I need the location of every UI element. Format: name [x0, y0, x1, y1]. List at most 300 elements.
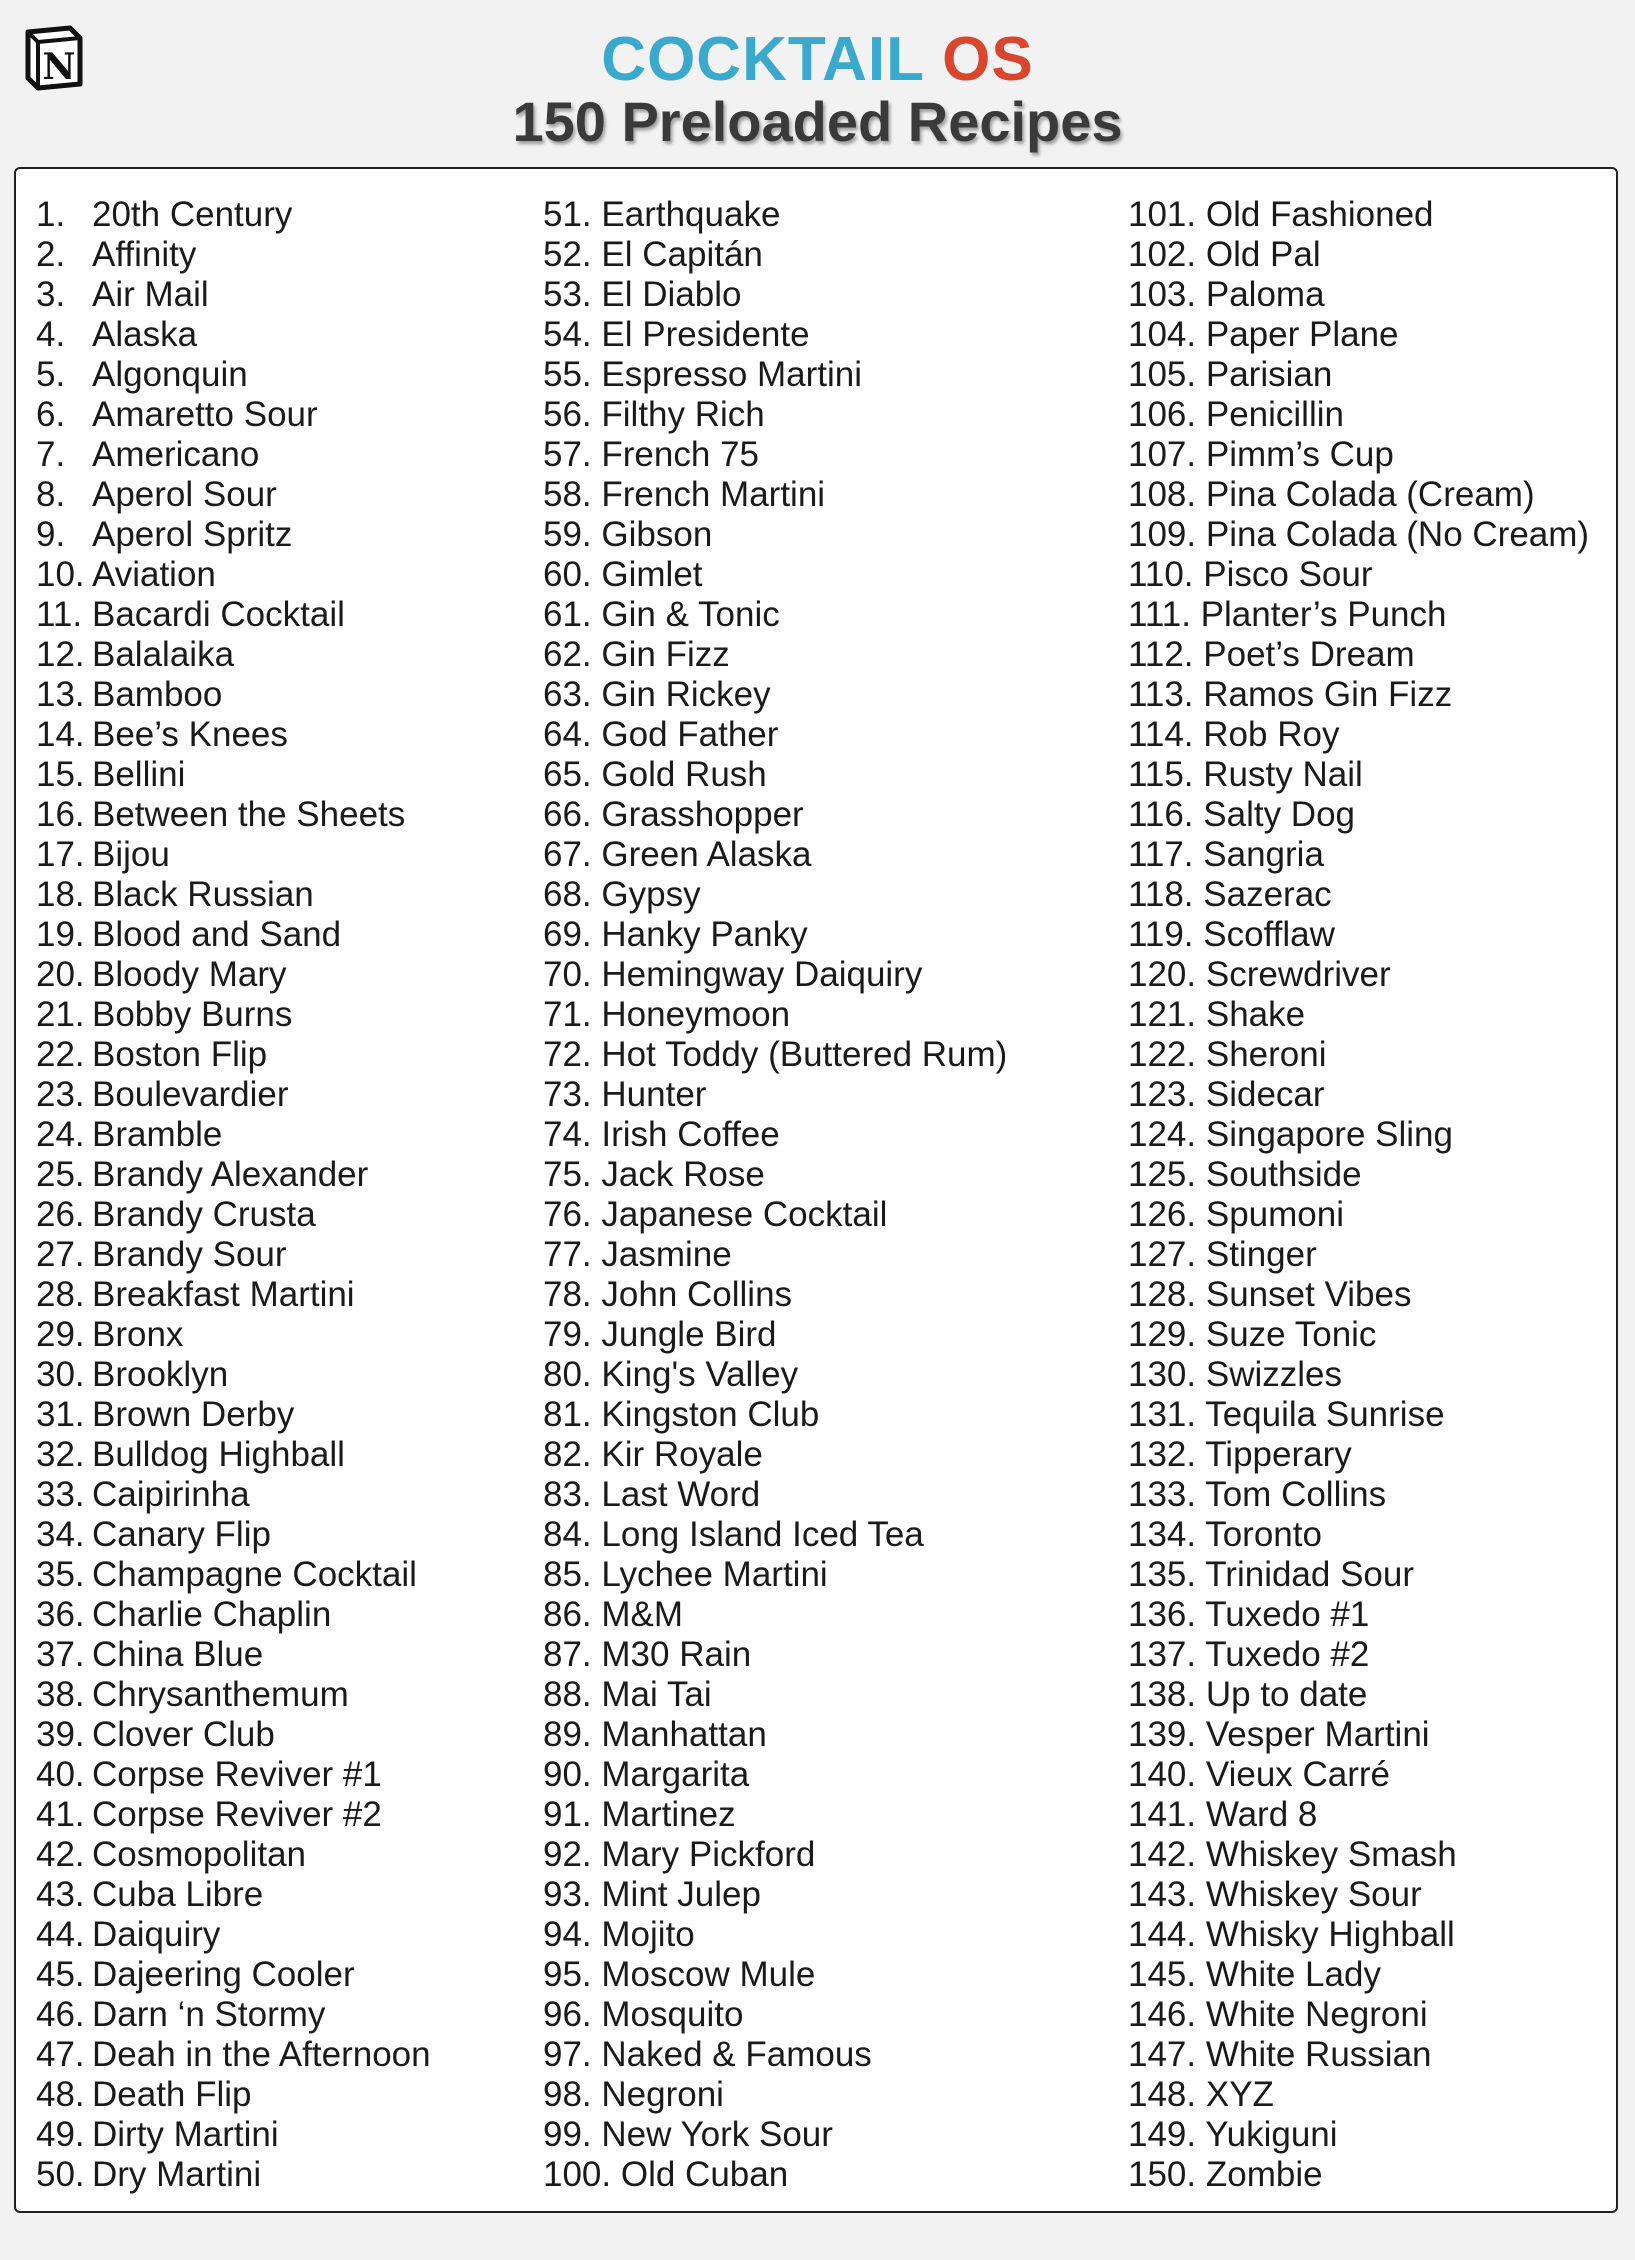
recipe-item: [36, 315, 431, 355]
recipe-name: Brooklyn: [92, 1355, 229, 1394]
recipe-item: [36, 1195, 431, 1235]
recipe-item: [1128, 715, 1589, 755]
recipe-number: 52.: [543, 235, 592, 274]
recipe-name: Whisky Highball: [1205, 1915, 1455, 1954]
recipe-number: 132.: [1128, 1435, 1197, 1474]
recipe-name: Vesper Martini: [1205, 1715, 1430, 1754]
recipe-item: [1128, 395, 1589, 435]
recipe-name: Mint Julep: [601, 1875, 761, 1914]
recipe-item: [36, 1915, 431, 1955]
recipe-name: Margarita: [601, 1755, 750, 1794]
recipe-item: [543, 635, 1007, 675]
recipe-item: [543, 1835, 1007, 1875]
recipe-name: Gold Rush: [601, 755, 767, 794]
recipe-name: Tuxedo #2: [1205, 1635, 1370, 1674]
recipe-item: [1128, 435, 1589, 475]
recipe-item: [1128, 1995, 1589, 2035]
recipe-name: Yukiguni: [1205, 2115, 1338, 2154]
recipe-item: [36, 755, 431, 795]
recipe-name: Suze Tonic: [1205, 1315, 1377, 1354]
recipe-number: 142.: [1128, 1835, 1197, 1874]
recipe-item: [36, 1115, 431, 1155]
recipe-number: 133.: [1128, 1475, 1197, 1514]
recipe-item: [543, 555, 1007, 595]
recipe-name: Tipperary: [1205, 1435, 1352, 1474]
recipe-name: Ward 8: [1205, 1795, 1318, 1834]
page-header: [0, 25, 1635, 153]
recipe-name: Last Word: [601, 1475, 761, 1514]
recipe-number: 39.: [36, 1715, 85, 1754]
recipe-number: 120.: [1128, 955, 1197, 994]
recipe-number: 77.: [543, 1235, 592, 1274]
recipe-item: [543, 1515, 1007, 1555]
recipe-item: [36, 1035, 431, 1075]
recipe-item: [543, 1555, 1007, 1595]
recipe-item: [543, 1155, 1007, 1195]
title-part-os: OS: [942, 25, 1034, 94]
recipe-item: [543, 1595, 1007, 1635]
recipe-name: Spumoni: [1205, 1195, 1344, 1234]
recipe-name: Aviation: [92, 555, 216, 594]
recipe-name: Breakfast Martini: [92, 1275, 355, 1314]
recipe-name: Southside: [1205, 1155, 1362, 1194]
recipe-item: [36, 195, 431, 235]
recipe-number: 4.: [36, 315, 66, 354]
recipe-number: 80.: [543, 1355, 592, 1394]
recipe-item: [36, 1275, 431, 1315]
recipe-name: Japanese Cocktail: [601, 1195, 888, 1234]
recipe-name: M&M: [601, 1595, 684, 1634]
recipe-number: 127.: [1128, 1235, 1197, 1274]
recipe-number: 60.: [543, 555, 592, 594]
recipe-name: Tequila Sunrise: [1205, 1395, 1445, 1434]
recipe-item: [1128, 1875, 1589, 1915]
recipe-name: Sangria: [1203, 835, 1324, 874]
recipe-number: 55.: [543, 355, 592, 394]
recipe-name: White Negroni: [1205, 1995, 1428, 2034]
recipe-number: 49.: [36, 2115, 85, 2154]
recipe-item: [543, 675, 1007, 715]
recipe-item: [36, 1875, 431, 1915]
recipe-number: 88.: [543, 1675, 592, 1714]
recipe-item: [1128, 275, 1589, 315]
recipe-name: Tom Collins: [1205, 1475, 1387, 1514]
recipe-number: 107.: [1128, 435, 1197, 474]
recipe-number: 112.: [1128, 635, 1194, 674]
recipe-number: 56.: [543, 395, 592, 434]
recipe-name: Charlie Chaplin: [92, 1595, 332, 1634]
recipe-item: [1128, 1955, 1589, 1995]
recipe-name: Corpse Reviver #1: [92, 1755, 382, 1794]
recipe-item: [36, 915, 431, 955]
recipe-number: 144.: [1128, 1915, 1197, 1954]
recipe-item: [1128, 1315, 1589, 1355]
recipe-item: [543, 1995, 1007, 2035]
recipe-name: Earthquake: [601, 195, 781, 234]
recipe-name: Corpse Reviver #2: [92, 1795, 382, 1834]
recipe-name: Jasmine: [601, 1235, 732, 1274]
recipe-item: [1128, 555, 1589, 595]
recipe-item: [1128, 595, 1589, 635]
recipe-name: Sazerac: [1203, 875, 1332, 914]
recipe-item: [36, 995, 431, 1035]
recipe-number: 50.: [36, 2155, 85, 2194]
recipe-number: 126.: [1128, 1195, 1197, 1234]
recipe-column-3: [1128, 195, 1589, 2195]
recipe-name: China Blue: [92, 1635, 264, 1674]
recipe-number: 83.: [543, 1475, 592, 1514]
recipe-item: [36, 2115, 431, 2155]
recipe-name: Lychee Martini: [601, 1555, 828, 1594]
recipe-item: [1128, 1155, 1589, 1195]
recipe-name: El Diablo: [601, 275, 742, 314]
recipe-number: 25.: [36, 1155, 85, 1194]
recipe-item: [1128, 915, 1589, 955]
recipe-name: Pina Colada (Cream): [1205, 475, 1535, 514]
recipe-name: Stinger: [1205, 1235, 1317, 1274]
recipe-number: 113.: [1128, 675, 1194, 714]
recipe-item: [1128, 835, 1589, 875]
recipe-number: 43.: [36, 1875, 85, 1914]
recipe-number: 81.: [543, 1395, 592, 1434]
recipe-name: Dry Martini: [92, 2155, 262, 2194]
recipe-item: [543, 1715, 1007, 1755]
recipe-name: Honeymoon: [601, 995, 791, 1034]
recipe-name: John Collins: [601, 1275, 793, 1314]
recipe-number: 62.: [543, 635, 592, 674]
recipe-column-1: [36, 195, 431, 2195]
recipe-number: 44.: [36, 1915, 85, 1954]
recipe-name: Kir Royale: [601, 1435, 763, 1474]
recipe-name: Brown Derby: [92, 1395, 295, 1434]
recipe-name: Penicillin: [1205, 395, 1344, 434]
recipe-item: [543, 795, 1007, 835]
recipe-number: 51.: [543, 195, 592, 234]
recipe-name: God Father: [601, 715, 779, 754]
recipe-number: 149.: [1128, 2115, 1197, 2154]
recipe-number: 86.: [543, 1595, 592, 1634]
recipe-name: Espresso Martini: [601, 355, 863, 394]
recipe-number: 46.: [36, 1995, 85, 2034]
recipe-name: Tuxedo #1: [1205, 1595, 1370, 1634]
recipe-item: [36, 795, 431, 835]
recipe-item: [1128, 1755, 1589, 1795]
recipe-number: 26.: [36, 1195, 85, 1234]
recipe-item: [1128, 1635, 1589, 1675]
recipe-number: 5.: [36, 355, 66, 394]
recipe-item: [543, 235, 1007, 275]
recipe-number: 29.: [36, 1315, 85, 1354]
recipe-name: Sidecar: [1205, 1075, 1325, 1114]
recipe-item: [1128, 1435, 1589, 1475]
recipe-number: 1.: [36, 195, 66, 234]
recipe-item: [36, 595, 431, 635]
recipe-number: 3.: [36, 275, 66, 314]
recipe-number: 125.: [1128, 1155, 1197, 1194]
recipe-name: Scofflaw: [1203, 915, 1335, 954]
recipe-number: 100.: [543, 2155, 612, 2194]
recipe-item: [1128, 2115, 1589, 2155]
recipe-item: [543, 595, 1007, 635]
recipe-item: [36, 275, 431, 315]
recipe-name: Bamboo: [92, 675, 223, 714]
recipe-item: [543, 1035, 1007, 1075]
recipe-number: 15.: [36, 755, 85, 794]
recipe-item: [36, 1635, 431, 1675]
recipe-name: Bobby Burns: [92, 995, 293, 1034]
recipe-name: Gimlet: [601, 555, 703, 594]
recipe-name: XYZ: [1205, 2075, 1274, 2114]
recipe-name: Jack Rose: [601, 1155, 765, 1194]
recipe-name: El Presidente: [601, 315, 810, 354]
recipe-item: [1128, 1235, 1589, 1275]
recipe-item: [543, 2115, 1007, 2155]
recipe-number: 12.: [36, 635, 85, 674]
recipe-number: 65.: [543, 755, 592, 794]
recipe-item: [1128, 1915, 1589, 1955]
recipe-item: [1128, 875, 1589, 915]
recipe-number: 75.: [543, 1155, 592, 1194]
recipe-item: [543, 995, 1007, 1035]
recipe-item: [543, 475, 1007, 515]
recipe-name: French 75: [601, 435, 759, 474]
recipe-number: 42.: [36, 1835, 85, 1874]
recipe-name: Rusty Nail: [1203, 755, 1363, 794]
recipe-name: Chrysanthemum: [92, 1675, 349, 1714]
recipe-name: Aperol Spritz: [92, 515, 293, 554]
recipe-number: 137.: [1128, 1635, 1197, 1674]
recipe-item: [36, 475, 431, 515]
recipe-number: 23.: [36, 1075, 85, 1114]
recipe-item: [543, 355, 1007, 395]
recipe-item: [543, 1075, 1007, 1115]
recipe-item: [543, 755, 1007, 795]
recipe-number: 31.: [36, 1395, 85, 1434]
recipe-number: 10.: [36, 555, 85, 594]
recipe-number: 92.: [543, 1835, 592, 1874]
recipe-item: [1128, 955, 1589, 995]
recipe-item: [1128, 1195, 1589, 1235]
recipe-name: Bee’s Knees: [92, 715, 288, 754]
recipe-item: [543, 1795, 1007, 1835]
recipe-name: Old Cuban: [620, 2155, 789, 2194]
recipe-name: Swizzles: [1205, 1355, 1342, 1394]
recipe-name: Gin Fizz: [601, 635, 730, 674]
recipe-item: [1128, 515, 1589, 555]
recipe-number: 61.: [543, 595, 592, 634]
recipe-number: 105.: [1128, 355, 1197, 394]
recipe-number: 87.: [543, 1635, 592, 1674]
recipe-name: El Capitán: [601, 235, 763, 274]
recipe-name: Filthy Rich: [601, 395, 765, 434]
recipe-number: 76.: [543, 1195, 592, 1234]
recipe-item: [36, 1995, 431, 2035]
recipe-item: [543, 1195, 1007, 1235]
recipe-item: [1128, 1275, 1589, 1315]
recipe-item: [36, 1795, 431, 1835]
recipe-item: [36, 1755, 431, 1795]
recipe-name: Bijou: [92, 835, 170, 874]
recipe-item: [36, 835, 431, 875]
recipe-name: Black Russian: [92, 875, 314, 914]
recipe-name: Blood and Sand: [92, 915, 342, 954]
recipe-name: Jungle Bird: [601, 1315, 777, 1354]
recipe-number: 82.: [543, 1435, 592, 1474]
recipe-name: Mosquito: [601, 1995, 744, 2034]
recipe-item: [36, 435, 431, 475]
recipe-number: 53.: [543, 275, 592, 314]
recipe-number: 41.: [36, 1795, 85, 1834]
recipe-number: 72.: [543, 1035, 592, 1074]
recipe-name: Ramos Gin Fizz: [1203, 675, 1453, 714]
recipe-item: [543, 2075, 1007, 2115]
recipe-item: [1128, 235, 1589, 275]
recipe-column-2: [543, 195, 1007, 2195]
recipe-number: 131.: [1128, 1395, 1197, 1434]
recipe-name: Trinidad Sour: [1205, 1555, 1415, 1594]
recipe-number: 40.: [36, 1755, 85, 1794]
recipe-number: 129.: [1128, 1315, 1197, 1354]
recipe-name: King's Valley: [601, 1355, 799, 1394]
recipe-number: 138.: [1128, 1675, 1197, 1714]
recipe-item: [543, 1675, 1007, 1715]
recipe-item: [36, 635, 431, 675]
recipe-number: 67.: [543, 835, 592, 874]
recipe-number: 115.: [1128, 755, 1194, 794]
recipe-number: 16.: [36, 795, 85, 834]
recipe-item: [1128, 1555, 1589, 1595]
recipe-name: Between the Sheets: [92, 795, 406, 834]
recipe-item: [1128, 1675, 1589, 1715]
recipe-number: 70.: [543, 955, 592, 994]
recipe-item: [36, 1515, 431, 1555]
recipe-number: 13.: [36, 675, 85, 714]
recipe-number: 20.: [36, 955, 85, 994]
recipe-item: [543, 2155, 1007, 2195]
recipe-number: 21.: [36, 995, 85, 1034]
recipe-item: [36, 1555, 431, 1595]
recipe-name: Screwdriver: [1205, 955, 1391, 994]
recipe-number: 97.: [543, 2035, 592, 2074]
recipe-name: Green Alaska: [601, 835, 812, 874]
recipe-number: 63.: [543, 675, 592, 714]
recipe-item: [543, 435, 1007, 475]
recipe-name: Mai Tai: [601, 1675, 712, 1714]
recipe-number: 71.: [543, 995, 592, 1034]
recipe-item: [543, 715, 1007, 755]
recipe-name: Bulldog Highball: [92, 1435, 345, 1474]
recipe-number: 119.: [1128, 915, 1194, 954]
recipe-number: 93.: [543, 1875, 592, 1914]
recipe-name: Planter’s Punch: [1200, 595, 1447, 634]
recipe-name: Grasshopper: [601, 795, 804, 834]
recipe-item: [36, 235, 431, 275]
recipe-number: 22.: [36, 1035, 85, 1074]
recipe-name: Death Flip: [92, 2075, 252, 2114]
recipe-number: 96.: [543, 1995, 592, 2034]
recipe-number: 17.: [36, 835, 85, 874]
recipe-name: Hunter: [601, 1075, 707, 1114]
recipe-name: Manhattan: [601, 1715, 767, 1754]
recipe-number: 143.: [1128, 1875, 1197, 1914]
recipe-name: Canary Flip: [92, 1515, 271, 1554]
recipe-name: Mary Pickford: [601, 1835, 816, 1874]
recipe-item: [36, 395, 431, 435]
recipe-number: 66.: [543, 795, 592, 834]
recipe-item: [543, 1235, 1007, 1275]
recipe-name: Dajeering Cooler: [92, 1955, 355, 1994]
recipe-item: [1128, 1715, 1589, 1755]
recipe-number: 90.: [543, 1755, 592, 1794]
recipe-item: [1128, 1795, 1589, 1835]
recipe-item: [36, 875, 431, 915]
recipe-item: [36, 1395, 431, 1435]
recipe-name: Hot Toddy (Buttered Rum): [601, 1035, 1008, 1074]
recipe-item: [1128, 1115, 1589, 1155]
recipe-name: Air Mail: [92, 275, 209, 314]
recipe-name: Paloma: [1205, 275, 1325, 314]
recipe-item: [36, 955, 431, 995]
recipe-number: 146.: [1128, 1995, 1197, 2034]
recipe-item: [543, 515, 1007, 555]
recipe-number: 110.: [1128, 555, 1194, 594]
recipe-number: 136.: [1128, 1595, 1197, 1634]
recipe-number: 95.: [543, 1955, 592, 1994]
recipe-name: Amaretto Sour: [92, 395, 318, 434]
recipe-item: [543, 1435, 1007, 1475]
recipe-name: Whiskey Sour: [1205, 1875, 1422, 1914]
recipe-item: [1128, 475, 1589, 515]
recipe-name: Cosmopolitan: [92, 1835, 306, 1874]
recipe-item: [543, 1635, 1007, 1675]
recipe-name: Parisian: [1205, 355, 1333, 394]
recipe-item: [543, 395, 1007, 435]
recipe-name: M30 Rain: [601, 1635, 752, 1674]
recipe-name: Boulevardier: [92, 1075, 289, 1114]
recipe-name: Kingston Club: [601, 1395, 820, 1434]
recipe-name: Singapore Sling: [1205, 1115, 1453, 1154]
recipe-name: Irish Coffee: [601, 1115, 780, 1154]
recipe-item: [36, 1595, 431, 1635]
recipe-name: Martinez: [601, 1795, 736, 1834]
recipe-number: 73.: [543, 1075, 592, 1114]
recipe-name: Hemingway Daiquiry: [601, 955, 923, 994]
recipe-name: Darn ‘n Stormy: [92, 1995, 326, 2034]
page-title: [0, 25, 1635, 94]
recipe-number: 7.: [36, 435, 66, 474]
recipe-number: 11.: [36, 595, 83, 634]
recipe-number: 99.: [543, 2115, 592, 2154]
recipe-item: [1128, 1355, 1589, 1395]
recipe-number: 2.: [36, 235, 66, 274]
recipe-number: 6.: [36, 395, 66, 434]
recipe-number: 134.: [1128, 1515, 1197, 1554]
recipe-name: 20th Century: [92, 195, 293, 234]
recipe-name: Brandy Alexander: [92, 1155, 369, 1194]
recipe-number: 33.: [36, 1475, 85, 1514]
recipe-item: [36, 1835, 431, 1875]
recipe-number: 69.: [543, 915, 592, 954]
recipe-item: [543, 1395, 1007, 1435]
recipe-item: [1128, 315, 1589, 355]
recipe-number: 8.: [36, 475, 66, 514]
recipe-number: 141.: [1128, 1795, 1197, 1834]
recipe-name: Brandy Sour: [92, 1235, 287, 1274]
recipe-item: [543, 1475, 1007, 1515]
recipe-item: [543, 1755, 1007, 1795]
recipe-number: 28.: [36, 1275, 85, 1314]
recipe-name: Mojito: [601, 1915, 695, 1954]
